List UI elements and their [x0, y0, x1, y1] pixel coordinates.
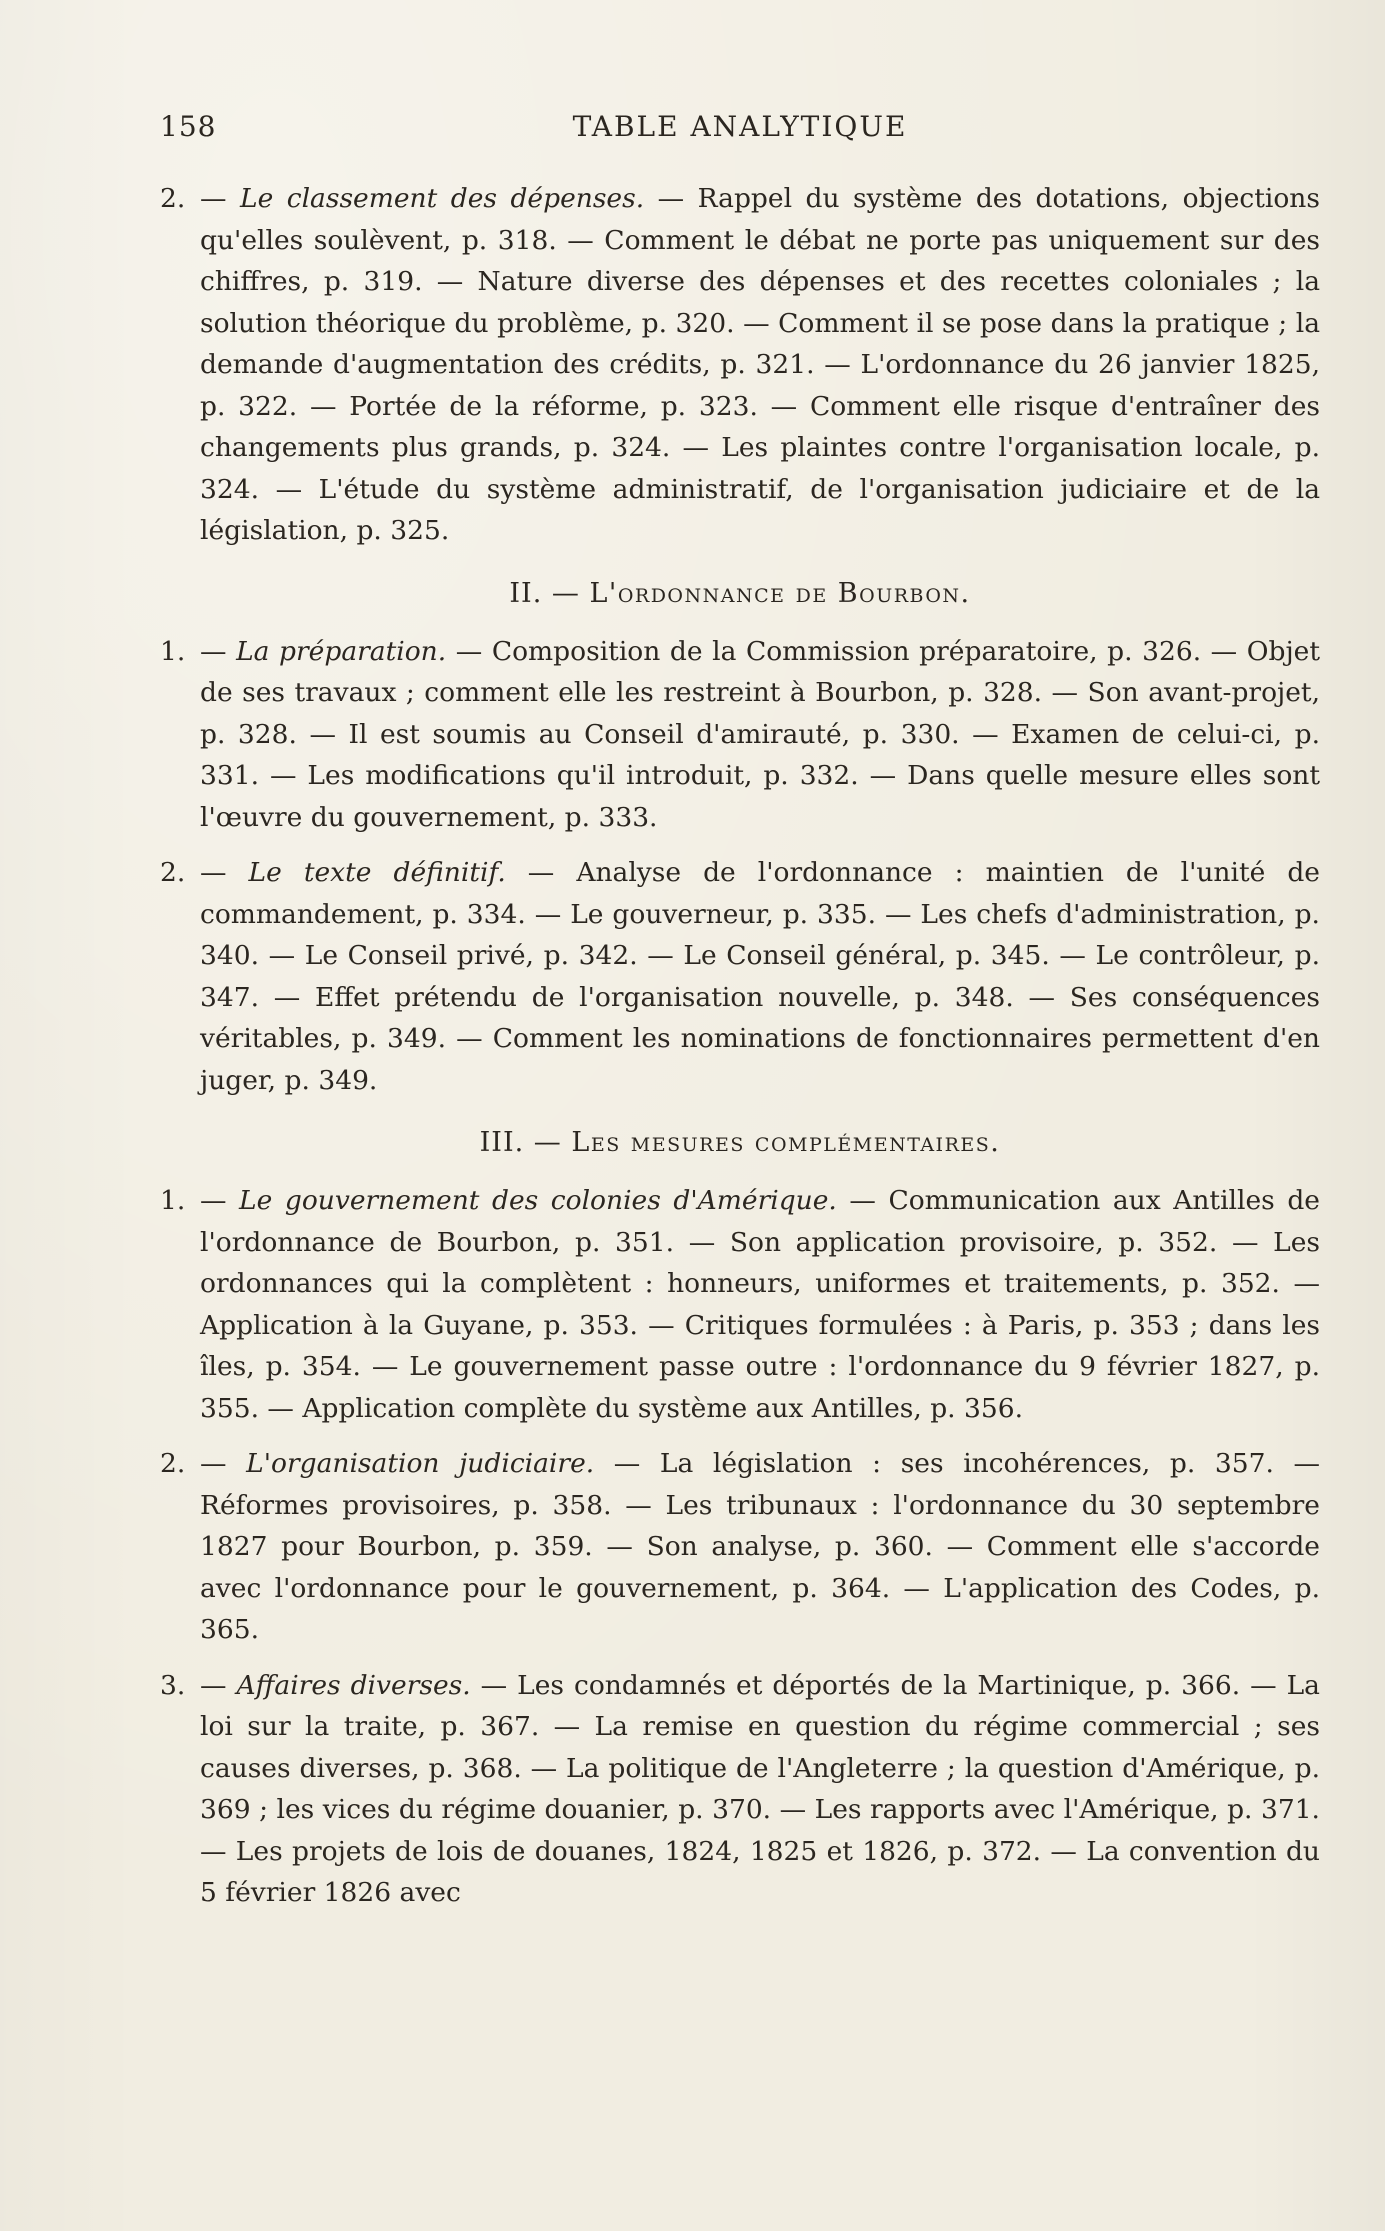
running-title: TABLE ANALYTIQUE [572, 110, 908, 143]
entry-number: 1. [160, 635, 186, 667]
entry-number: 1. [160, 1185, 186, 1216]
entry-ii-1 [160, 631, 1320, 839]
entry-text: — Rappel du système des dotations, objections qu'elles soulèvent, p. 318. — Comment le débat ne porte pas uniquement sur des chiffres, p. 319. — Nature diverse des dépenses et des recettes coloniales ; la solution théorique du problème, p. 320. — Comment il se pose dans la pratique ; la demande d'augmentation des crédits, p. 321. — L'ordonnance du 26 janvier 1825, p. 322. — Portée de la réforme, p. 323. — Comment elle risque d'entraîner des changements plus grands, p. 324. — Les plaintes contre l'organisation locale, p. 324. — L'étude du système administratif, de l'organisation judiciaire et de la législation, p. 325. [200, 183, 1320, 546]
entry-dash: — [200, 1448, 247, 1479]
entry-title: Le gouvernement des colonies d'Amérique. [239, 1185, 837, 1216]
section-title: Les mesures complémentaires. [571, 1127, 1001, 1158]
entry-dash: — [200, 857, 249, 888]
entry-number: 2. [160, 1448, 186, 1479]
entry-dash: — [200, 1185, 240, 1216]
entry-title: Le classement des dépenses. [239, 183, 645, 214]
entry-top-2 [160, 178, 1320, 552]
entry-dash: — [200, 635, 237, 667]
entry-text: — Composition de la Commission préparatoire, p. 326. — Objet de ses travaux ; comment elle les restreint à Bourbon, p. 328. — Son avant-projet, p. 328. — Il est soumis au Conseil d'amirauté, p. 330. — Examen de celui-ci, p. 331. — Les modifications qu'il introduit, p. 332. — Dans quelle mesure elles sont l'œuvre du gouvernement, p. 333. [200, 635, 1320, 833]
entry-dash: — [200, 183, 240, 214]
entry-dash: — [200, 1669, 237, 1701]
entry-title: La préparation. [236, 635, 447, 667]
entry-ii-2 [160, 852, 1320, 1101]
entry-text: — La législation : ses incohérences, p. 357. — Réformes provisoires, p. 358. — Les tribunaux : l'ordonnance du 30 septembre 1827 pour Bourbon, p. 359. — Son analyse, p. 360. — Comment elle s'accorde avec l'ordonnance pour le gouvernement, p. 364. — L'application des Codes, p. 365. [200, 1448, 1320, 1645]
section-numeral: II. — [509, 577, 590, 609]
entry-iii-3 [160, 1665, 1320, 1914]
section-heading-iii [160, 1127, 1320, 1158]
section-numeral: III. — [479, 1127, 572, 1158]
entry-number: 2. [160, 183, 186, 214]
entry-iii-2 [160, 1443, 1320, 1651]
page-header [160, 110, 1320, 150]
section-title: L'ordonnance de Bourbon. [589, 577, 971, 609]
entry-title: L'organisation judiciaire. [246, 1448, 595, 1479]
entry-title: Affaires diverses. [236, 1669, 471, 1701]
entry-iii-1 [160, 1180, 1320, 1429]
entry-title: Le texte définitif. [248, 857, 506, 888]
table-of-contents-body [160, 178, 1320, 1914]
section-heading-ii [160, 578, 1320, 609]
entry-text: — Analyse de l'ordonnance : maintien de l'unité de commandement, p. 334. — Le gouverneur, p. 335. — Les chefs d'administration, p. 340. — Le Conseil privé, p. 342. — Le Conseil général, p. 345. — Le contrôleur, p. 347. — Effet prétendu de l'organisation nouvelle, p. 348. — Ses conséquences véritables, p. 349. — Comment les nominations de fonctionnaires permettent d'en juger, p. 349. [200, 857, 1320, 1096]
entry-text: — Communication aux Antilles de l'ordonnance de Bourbon, p. 351. — Son application provisoire, p. 352. — Les ordonnances qui la complètent : honneurs, uniformes et traitements, p. 352. — Application à la Guyane, p. 353. — Critiques formulées : à Paris, p. 353 ; dans les îles, p. 354. — Le gouvernement passe outre : l'ordonnance du 9 février 1827, p. 355. — Application complète du système aux Antilles, p. 356. [200, 1185, 1320, 1424]
entry-number: 3. [160, 1669, 186, 1701]
page-number: 158 [160, 110, 217, 143]
entry-number: 2. [160, 857, 186, 888]
entry-text: — Les condamnés et déportés de la Martinique, p. 366. — La loi sur la traite, p. 367. — La remise en question du régime commercial ; ses causes diverses, p. 368. — La politique de l'Angleterre ; la question d'Amérique, p. 369 ; les vices du régime douanier, p. 370. — Les rapports avec l'Amérique, p. 371. — Les projets de lois de douanes, 1824, 1825 et 1826, p. 372. — La convention du 5 février 1826 avec [200, 1669, 1320, 1908]
